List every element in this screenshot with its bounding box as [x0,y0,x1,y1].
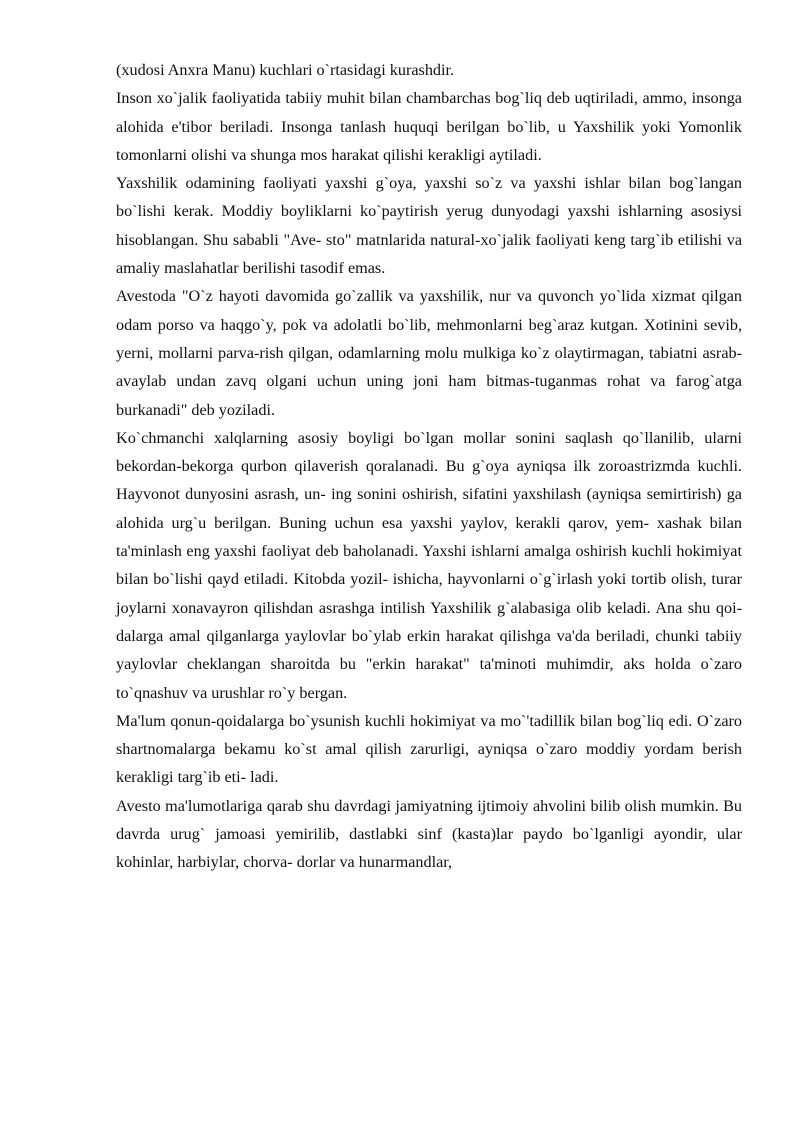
paragraph-2: Inson xo`jalik faoliyatida tabiiy muhit bilan chambarchas bog`liq deb uqtiriladi, ammo, insonga alohida e'tibor beriladi. Insonga tanlash huquqi berilgan bo`lib, u Yaxshilik yoki Yomonlik tomonlarni olishi va shunga mos harakat qilishi kerakligi aytiladi. [116,89,742,164]
paragraph-3: Yaxshilik odamining faoliyati yaxshi g`oya, yaxshi so`z va yaxshi ishlar bilan bog`langan bo`lishi kerak. Moddiy boyliklarni ko`paytirish yerug dunyodagi yaxshi ishlarning asosiysi hisoblangan. Shu sababli "Ave- sto" matnlarida natural-xo`jalik faoliyati keng targ`ib etilishi va amaliy maslahatlar berilishi tasodif emas. [116,174,742,278]
paragraph-4: Avestoda "O`z hayoti davomida go`zallik va yaxshilik, nur va quvonch yo`lida xizmat qilgan odam porso va haqgo`y, pok va adolatli bo`lib, mehmonlarni beg`araz kutgan. Xotinini sevib, yerni, mollarni parva-rish qilgan, odamlarning molu mulkiga ko`z olaytirmagan, tabiatni asrab-avaylab undan zavq olgani uchun uning joni ham bitmas-tuganmas rohat va farog`atga burkanadi" deb yoziladi. [116,287,742,419]
document-page [116,56,742,877]
paragraph-1: (xudosi Anxra Manu) kuchlari o`rtasidagi kurashdir. [116,61,455,79]
paragraph-7: Avesto ma'lumotlariga qarab shu davrdagi jamiyatning ijtimoiy ahvolini bilib olish mumkin. Bu davrda urug` jamoasi yemirilib, dastlabki sinf (kasta)lar paydo bo`lganligi ayondir, ular kohinlar, harbiylar, chorva- dorlar va hunarmandlar, [116,796,742,872]
paragraph-6: Ma'lum qonun-qoidalarga bo`ysunish kuchli hokimiyat va mo`'tadillik bilan bog`liq edi. O`zaro shartnomalarga bekamu ko`st amal qilish zarurligi, ayniqsa o`zaro moddiy yordam berish kerakligi targ`ib eti- ladi. [116,711,742,787]
paragraph-5: Ko`chmanchi xalqlarning asosiy boyligi bo`lgan mollar sonini saqlash qo`llanilib, ularni bekordan-bekorga qurbon qilaverish qoralanadi. Bu g`oya ayniqsa ilk zoroastrizmda kuchli. Hayvonot dunyosini asrash, un- ing sonini oshirish, sifatini yaxshilash (ayniqsa semirtirish) ga alohida urg`u berilgan. Buning uchun esa yaxshi yaylov, kerakli qarov, yem- xashak bilan ta'minlash eng yaxshi faoliyat deb baholanadi. Yaxshi ishlarni amalga oshirish kuchli hokimiyat bilan bo`lishi qayd etiladi. Kitobda yozil- ishicha, hayvonlarni o`g`irlash yoki tortib olish, turar joylarni xonavayron qilishdan asrashga intilish Yaxshilik g`alabasiga olib keladi. Ana shu qoi- dalarga amal qilganlarga yaylovlar bo`ylab erkin harakat qilishga va'da beriladi, chunki tabiiy yaylovlar cheklangan sharoitda bu "erkin harakat" ta'minoti muhimdir, aks holda o`zaro to`qnashuv va urushlar ro`y bergan. [116,428,742,702]
